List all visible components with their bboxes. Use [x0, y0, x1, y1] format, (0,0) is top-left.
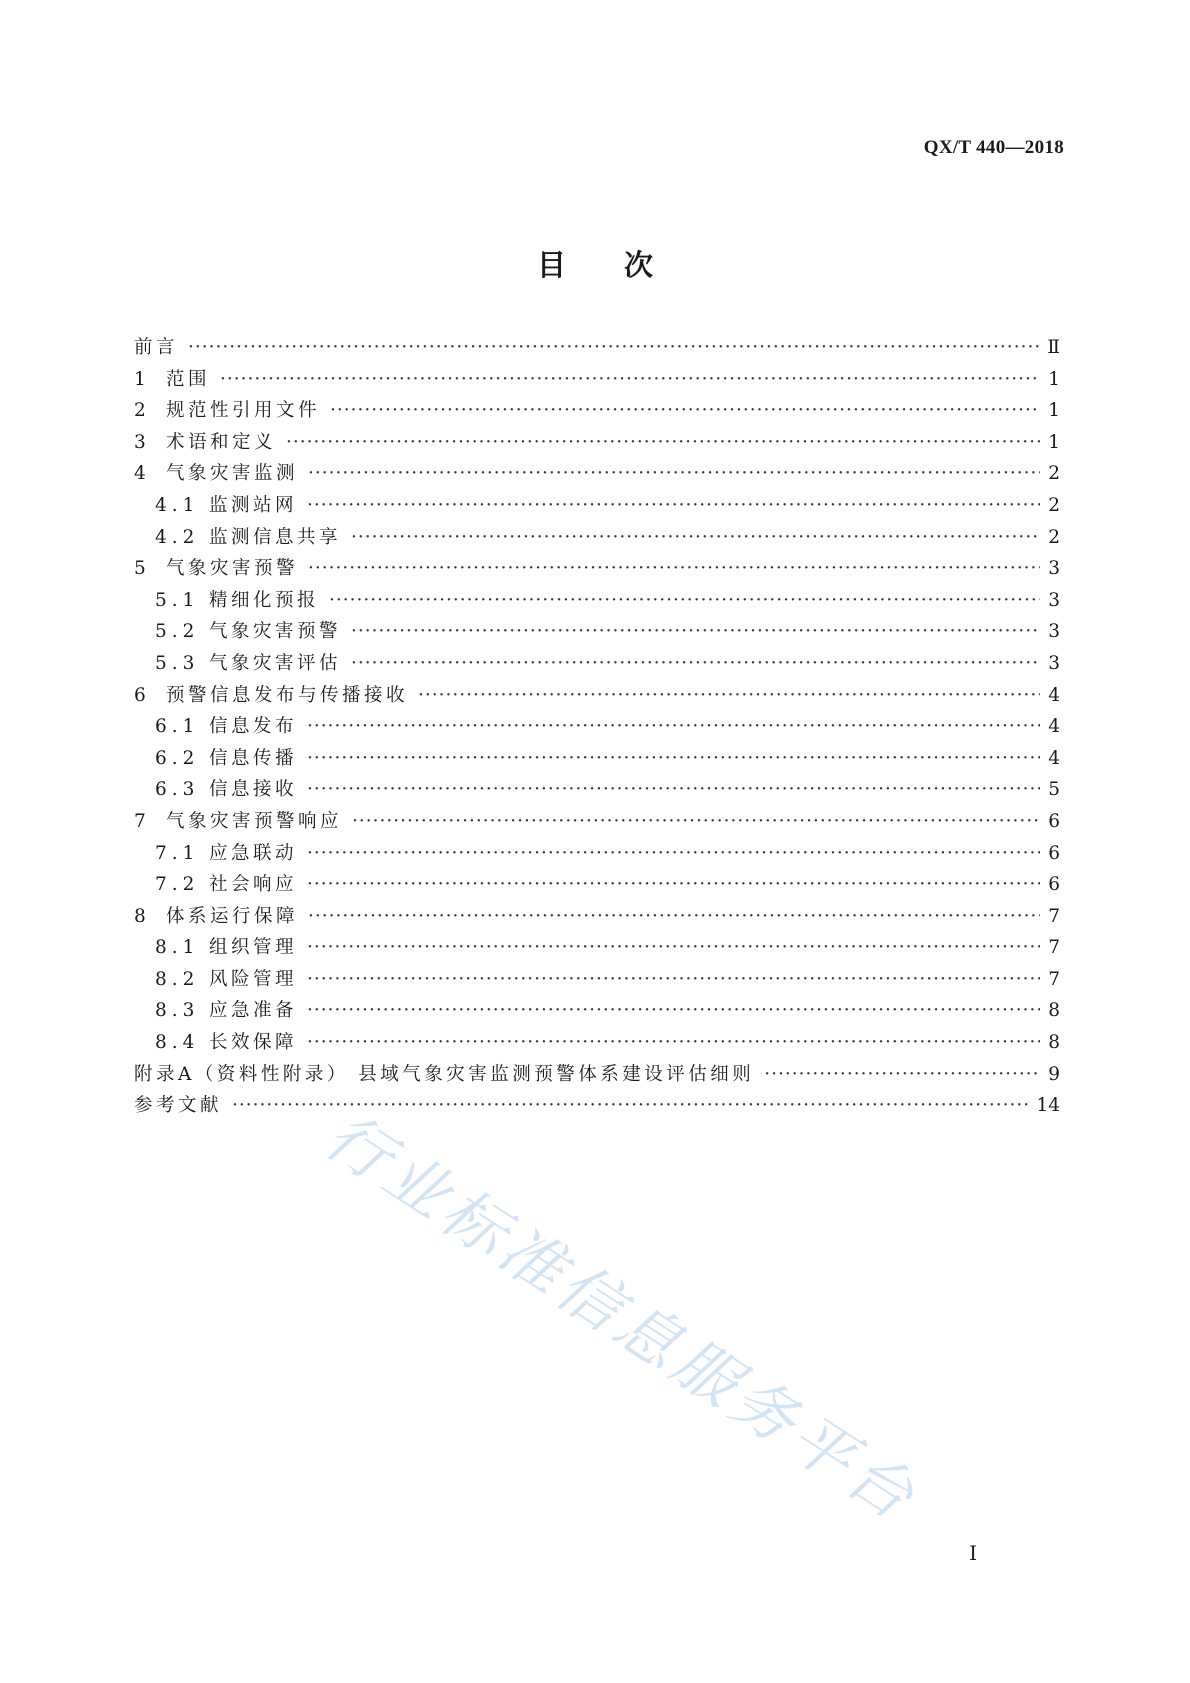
toc-entry-number: 5.3 [155, 652, 200, 674]
toc-entry[interactable] [134, 1090, 1060, 1122]
toc-entry-page: Ⅱ [1047, 337, 1060, 358]
toc-entry-page: 4 [1048, 716, 1060, 738]
toc-leader-dots [307, 774, 1040, 806]
toc-entry[interactable] [134, 774, 1060, 806]
toc-entry-number: 2 [134, 400, 151, 422]
toc-leader-dots [307, 1027, 1040, 1059]
toc-entry-page: 14 [1036, 1095, 1060, 1117]
toc-entry-page: 3 [1048, 652, 1060, 674]
toc-entry-page: 1 [1048, 400, 1060, 422]
toc-entry[interactable] [134, 680, 1060, 712]
toc-leader-dots [307, 932, 1040, 964]
toc-entry[interactable] [134, 490, 1060, 522]
toc-entry-page: 6 [1048, 810, 1060, 832]
toc-entry-number: 1 [134, 368, 151, 390]
watermark: 行业标准信息服务平台 [312, 1099, 931, 1537]
toc-entry-label: 气象灾害预警 [166, 558, 299, 580]
toc-leader-dots [308, 458, 1040, 490]
toc-entry[interactable] [134, 711, 1060, 743]
toc-entry-label: 前言 [134, 337, 179, 358]
toc-entry[interactable] [134, 932, 1060, 964]
toc-leader-dots [307, 869, 1040, 901]
toc-entry-label: 信息接收 [209, 779, 298, 801]
toc-entry-number: 6.3 [155, 779, 200, 801]
toc-entry-label: 应急准备 [209, 1000, 298, 1022]
toc-entry-label: 精细化预报 [209, 589, 320, 611]
toc-entry-number: 3 [134, 431, 151, 453]
toc-leader-dots [220, 364, 1040, 396]
toc-entry[interactable] [134, 553, 1060, 585]
toc-entry[interactable] [134, 1027, 1060, 1059]
toc-entry-label: 气象灾害预警响应 [166, 810, 343, 832]
toc-entry-page: 4 [1048, 747, 1060, 769]
toc-entry-page: 3 [1048, 621, 1060, 643]
toc-entry-label: 监测信息共享 [209, 526, 342, 548]
toc-entry[interactable] [134, 585, 1060, 617]
toc-entry[interactable] [134, 806, 1060, 838]
toc-leader-dots [351, 522, 1040, 554]
toc-entry[interactable] [134, 427, 1060, 459]
toc-leader-dots [188, 332, 1039, 364]
toc-entry-label: 体系运行保障 [166, 905, 299, 927]
toc-entry-page: 2 [1048, 494, 1060, 516]
toc-leader-dots [351, 616, 1040, 648]
toc-leader-dots [307, 964, 1040, 996]
toc-entry-label: 范围 [166, 368, 211, 390]
toc-leader-dots [307, 711, 1040, 743]
toc-entry[interactable] [134, 743, 1060, 775]
toc-entry[interactable] [134, 395, 1060, 427]
toc-entry-label: 气象灾害预警 [209, 621, 342, 643]
toc-entry-label: 参考文献 [134, 1095, 223, 1117]
document-code: QX/T 440—2018 [923, 137, 1064, 158]
toc-entry-label: 气象灾害评估 [209, 652, 342, 674]
toc-leader-dots [307, 995, 1040, 1027]
toc-entry-number: 8.3 [155, 1000, 200, 1022]
toc-entry-number: 4 [134, 463, 151, 485]
toc-entry-number: 7.1 [155, 842, 200, 864]
toc-entry-page: 5 [1048, 779, 1060, 801]
toc-leader-dots [329, 585, 1040, 617]
toc-entry-page: 9 [1048, 1063, 1060, 1085]
toc-entry-label: 规范性引用文件 [166, 400, 321, 422]
toc-entry-page: 7 [1048, 968, 1060, 990]
toc-entry[interactable] [134, 364, 1060, 396]
toc-entry-page: 3 [1048, 589, 1060, 611]
toc-entry-label: 气象灾害监测 [166, 463, 299, 485]
toc-entry-page: 1 [1048, 368, 1060, 390]
toc-entry[interactable] [134, 458, 1060, 490]
toc-entry-label: 附录A（资料性附录） 县域气象灾害监测预警体系建设评估细则 [134, 1063, 755, 1085]
toc-leader-dots [307, 490, 1040, 522]
toc-entry-number: 4.2 [155, 526, 200, 548]
toc-entry-page: 2 [1048, 526, 1060, 548]
toc-entry-label: 风险管理 [209, 968, 298, 990]
toc-leader-dots [232, 1090, 1028, 1122]
toc-entry-label: 信息传播 [209, 747, 298, 769]
page-number: Ⅰ [969, 1543, 977, 1565]
toc-entry-number: 6 [134, 684, 151, 706]
toc-entry[interactable] [134, 1059, 1060, 1091]
toc-leader-dots [352, 806, 1040, 838]
toc-entry[interactable] [134, 332, 1060, 364]
toc-entry-number: 7 [134, 810, 151, 832]
toc-leader-dots [307, 838, 1040, 870]
toc-leader-dots [307, 743, 1040, 775]
toc-entry-number: 4.1 [155, 494, 200, 516]
toc-leader-dots [351, 648, 1040, 680]
toc-entry[interactable] [134, 869, 1060, 901]
toc-entry-page: 4 [1048, 684, 1060, 706]
table-of-contents [134, 332, 1060, 1122]
toc-entry-number: 6.2 [155, 747, 200, 769]
toc-leader-dots [308, 553, 1040, 585]
toc-entry-number: 5.2 [155, 621, 200, 643]
toc-entry-page: 7 [1048, 937, 1060, 959]
toc-entry-page: 6 [1048, 874, 1060, 896]
toc-entry-label: 社会响应 [209, 874, 298, 896]
toc-entry-number: 6.1 [155, 716, 200, 738]
toc-entry-number: 5.1 [155, 589, 200, 611]
toc-entry-page: 6 [1048, 842, 1060, 864]
toc-entry-label: 监测站网 [209, 494, 298, 516]
toc-entry[interactable] [134, 838, 1060, 870]
toc-entry-label: 组织管理 [209, 937, 298, 959]
toc-entry-page: 7 [1048, 905, 1060, 927]
toc-entry-page: 3 [1048, 558, 1060, 580]
toc-leader-dots [418, 680, 1040, 712]
toc-leader-dots [308, 901, 1040, 933]
toc-entry-page: 1 [1048, 431, 1060, 453]
toc-entry-label: 信息发布 [209, 716, 298, 738]
toc-entry-number: 8.4 [155, 1032, 200, 1054]
toc-entry-number: 8.2 [155, 968, 200, 990]
toc-entry-number: 5 [134, 558, 151, 580]
toc-entry-label: 应急联动 [209, 842, 298, 864]
toc-entry[interactable] [134, 901, 1060, 933]
toc-leader-dots [330, 395, 1040, 427]
toc-entry[interactable] [134, 616, 1060, 648]
toc-entry-page: 8 [1048, 1032, 1060, 1054]
toc-entry[interactable] [134, 522, 1060, 554]
toc-entry-label: 预警信息发布与传播接收 [166, 684, 409, 706]
toc-entry-page: 2 [1048, 463, 1060, 485]
page-title: 目次 [536, 248, 711, 282]
toc-entry-label: 术语和定义 [166, 431, 277, 453]
toc-entry[interactable] [134, 648, 1060, 680]
toc-entry-number: 7.2 [155, 874, 200, 896]
toc-entry-page: 8 [1048, 1000, 1060, 1022]
toc-leader-dots [764, 1059, 1040, 1091]
toc-entry-number: 8 [134, 905, 151, 927]
toc-entry-number: 8.1 [155, 937, 200, 959]
toc-entry[interactable] [134, 964, 1060, 996]
toc-entry[interactable] [134, 995, 1060, 1027]
toc-leader-dots [286, 427, 1040, 459]
toc-entry-label: 长效保障 [209, 1032, 298, 1054]
